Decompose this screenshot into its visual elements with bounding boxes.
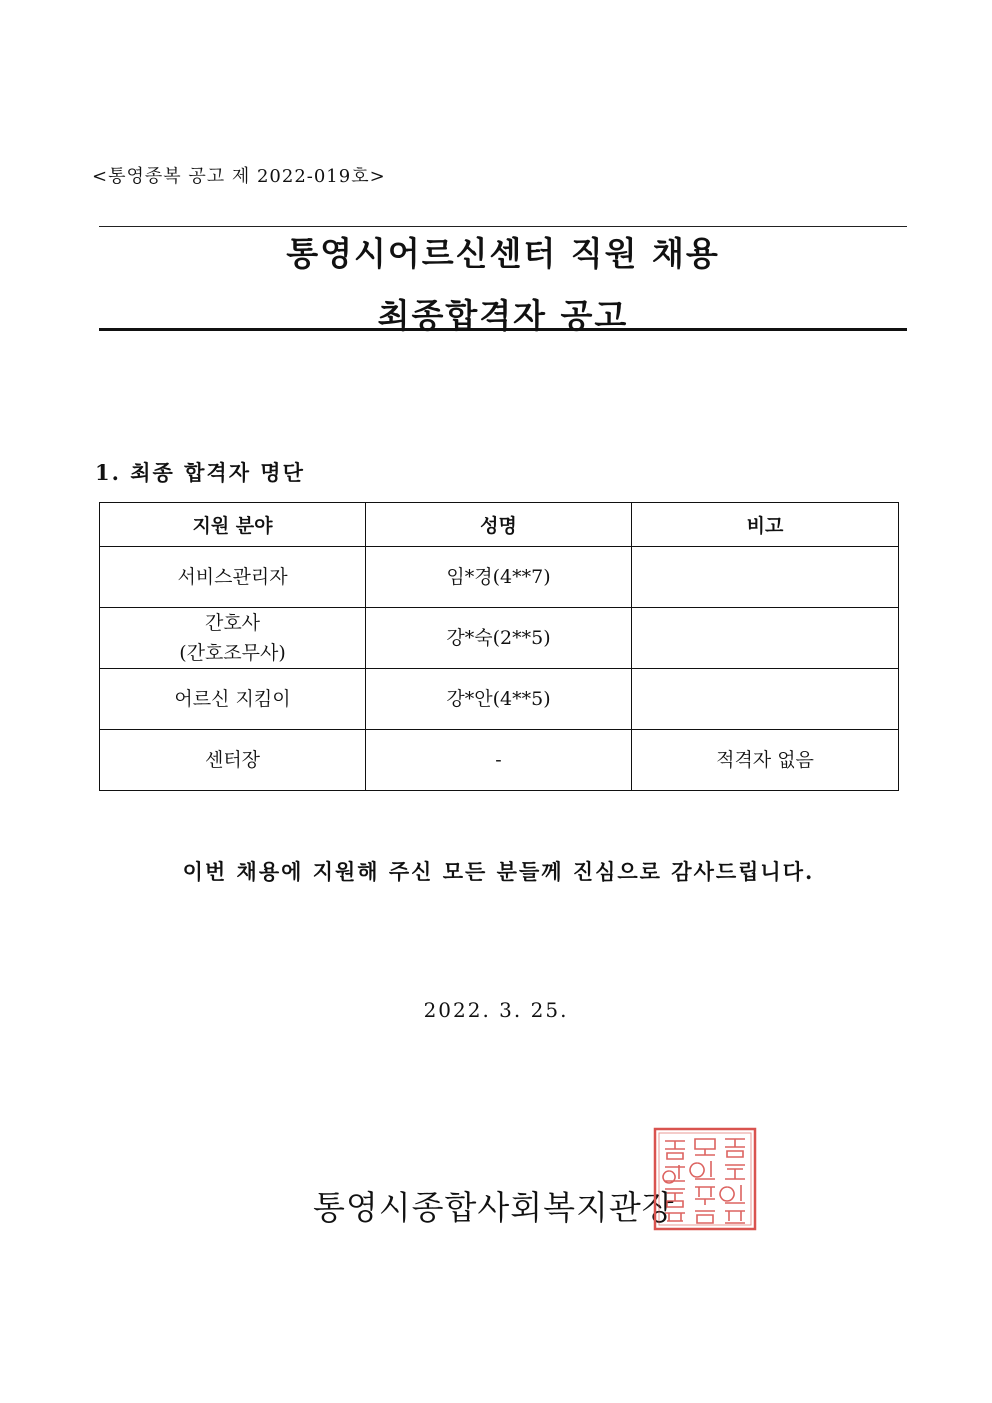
table-row [100,547,899,608]
document-title-line-1: 통영시어르신센터 직원 채용 [286,234,720,273]
notice-number: <통영종복 공고 제 2022-019호> [92,166,386,187]
title-bottom-rule [99,328,907,331]
cell-field: 서비스관리자 [100,547,366,608]
table-header-row [100,503,899,547]
section-heading: 1. 최종 합격자 명단 [95,460,305,485]
document-title-line-2: 최종합격자 공고 [377,296,629,335]
official-seal-stamp [653,1127,757,1231]
table-row [100,669,899,730]
cell-field-line-1: 간호사 [204,612,261,634]
final-applicants-table [99,502,899,791]
cell-note [632,547,899,608]
notice-date: 2022. 3. 25. [423,998,569,1022]
cell-name: 강*숙(2**5) [366,608,632,669]
cell-note [632,608,899,669]
cell-name: 강*안(4**5) [366,669,632,730]
cell-field [100,608,366,669]
cell-note: 적격자 없음 [632,730,899,791]
issuer-name: 통영시종합사회복지관장 [313,1188,675,1227]
table-row [100,608,899,669]
cell-note [632,669,899,730]
seal-glyphs [663,1139,745,1223]
title-top-rule [99,226,907,227]
header-name: 성명 [366,503,632,547]
cell-name: - [366,730,632,791]
cell-field: 센터장 [100,730,366,791]
cell-field: 어르신 지킴이 [100,669,366,730]
cell-name: 임*경(4**7) [366,547,632,608]
thanks-message: 이번 채용에 지원해 주신 모든 분들께 진심으로 감사드립니다. [182,859,815,884]
table-row [100,730,899,791]
header-field: 지원 분야 [100,503,366,547]
cell-field-line-2: (간호조무사) [179,642,286,664]
header-note: 비고 [632,503,899,547]
